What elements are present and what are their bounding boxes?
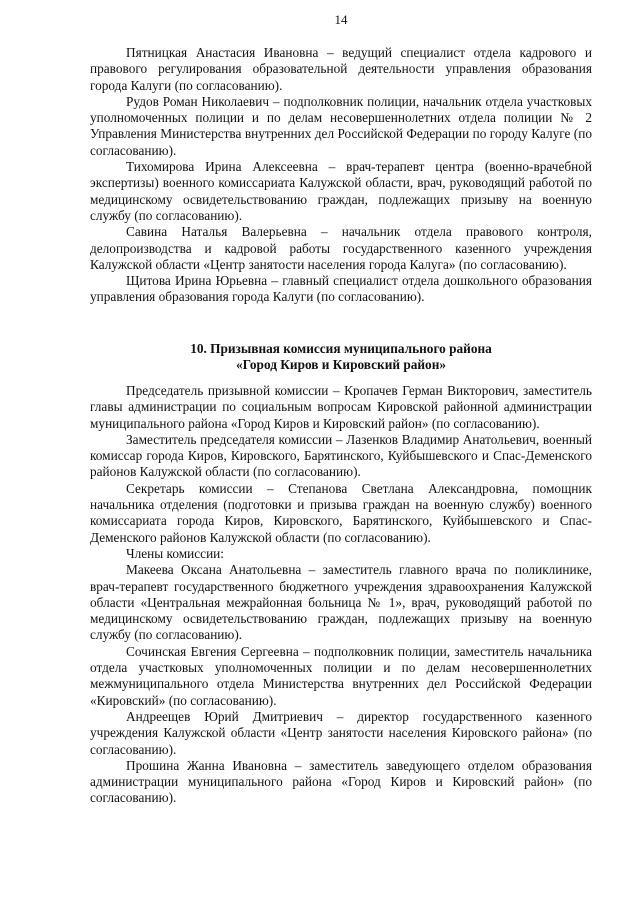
members-list-previous-commission — [90, 45, 592, 306]
commission-composition — [90, 383, 592, 807]
member-paragraph: Тихомирова Ирина Алексеевна – врач-терапевт центра (военно-врачебной экспертизы) военного комиссариата Калужской области, врач, руководящий работой по медицинскому освидетельствованию граждан, подлежащих призыву на военную службу (по согласованию). — [90, 159, 592, 223]
member-paragraph: Сочинская Евгения Сергеевна – подполковник полиции, заместитель начальника отдела участковых уполномоченных полиции и по делам несовершеннолетних межмуниципального отдела Министерства внутренних дел Российской Федерации «Кировский» (по согласованию). — [90, 643, 592, 708]
member-paragraph: Макеева Оксана Анатольевна – заместитель главного врача по поликлинике, врач-терапевт государственного бюджетного учреждения здравоохранения Калужской области «Центральная межрайонная больница № 1», врач, руководящий работой по медицинскому освидетельствованию граждан, подлежащих призыву на военную службу (по согласованию). — [90, 562, 592, 643]
section-heading-line-2: «Город Киров и Кировский район» — [235, 357, 447, 373]
member-paragraph: Савина Наталья Валерьевна – начальник отдела правового контроля, делопроизводства и кадровой работы государственного казенного учреждения Калужской области «Центр занятости населения города Калуга» (по согласованию). — [90, 224, 592, 272]
secretary-paragraph: Секретарь комиссии – Степанова Светлана Александровна, помощник начальника отделения (подготовки и призыва граждан на военную службу) военного комиссариата города Киров, Кировского, Барятинского, Куйбышевского и Спас-Деменского районов Калужской области (по согласованию). — [90, 480, 592, 545]
deputy-chairman-paragraph: Заместитель председателя комиссии – Лазенков Владимир Анатольевич, военный комиссар города Киров, Кировского, Барятинского, Куйбышевского и Спас-Деменского районов Калужской области (по согласованию). — [90, 431, 592, 480]
section-heading-line-1: 10. Призывная комиссия муниципального района — [190, 341, 492, 356]
member-paragraph: Андреещев Юрий Дмитриевич – директор государственного казенного учреждения Калужской области «Центр занятости населения Кировского района» (по согласованию). — [90, 708, 592, 757]
page-number: 14 — [334, 12, 348, 27]
members-label: Члены комиссии: — [126, 545, 224, 561]
member-paragraph: Прошина Жанна Ивановна – заместитель заведующего отделом образования администрации муниципального района «Город Киров и Кировский район» (по согласованию). — [90, 757, 592, 806]
document-page — [90, 0, 592, 905]
section-heading — [90, 341, 592, 374]
member-paragraph: Рудов Роман Николаевич – подполковник полиции, начальник отдела участковых уполномоченных полиции и по делам несовершеннолетних отдела полиции № 2 Управления Министерства внутренних дел Российской Федерации по городу Калуге (по согласованию). — [90, 93, 592, 158]
chairman-paragraph: Председатель призывной комиссии – Кропачев Герман Викторович, заместитель главы администрации по социальным вопросам Кировской районной администрации муниципального района «Город Киров и Кировский район» (по согласованию). — [90, 383, 592, 431]
member-paragraph: Пятницкая Анастасия Ивановна – ведущий специалист отдела кадрового и правового регулирования образовательной деятельности управления образования города Калуги (по согласованию). — [90, 45, 592, 93]
member-paragraph: Щитова Ирина Юрьевна – главный специалист отдела дошкольного образования управления образования города Калуги (по согласованию). — [90, 273, 592, 305]
